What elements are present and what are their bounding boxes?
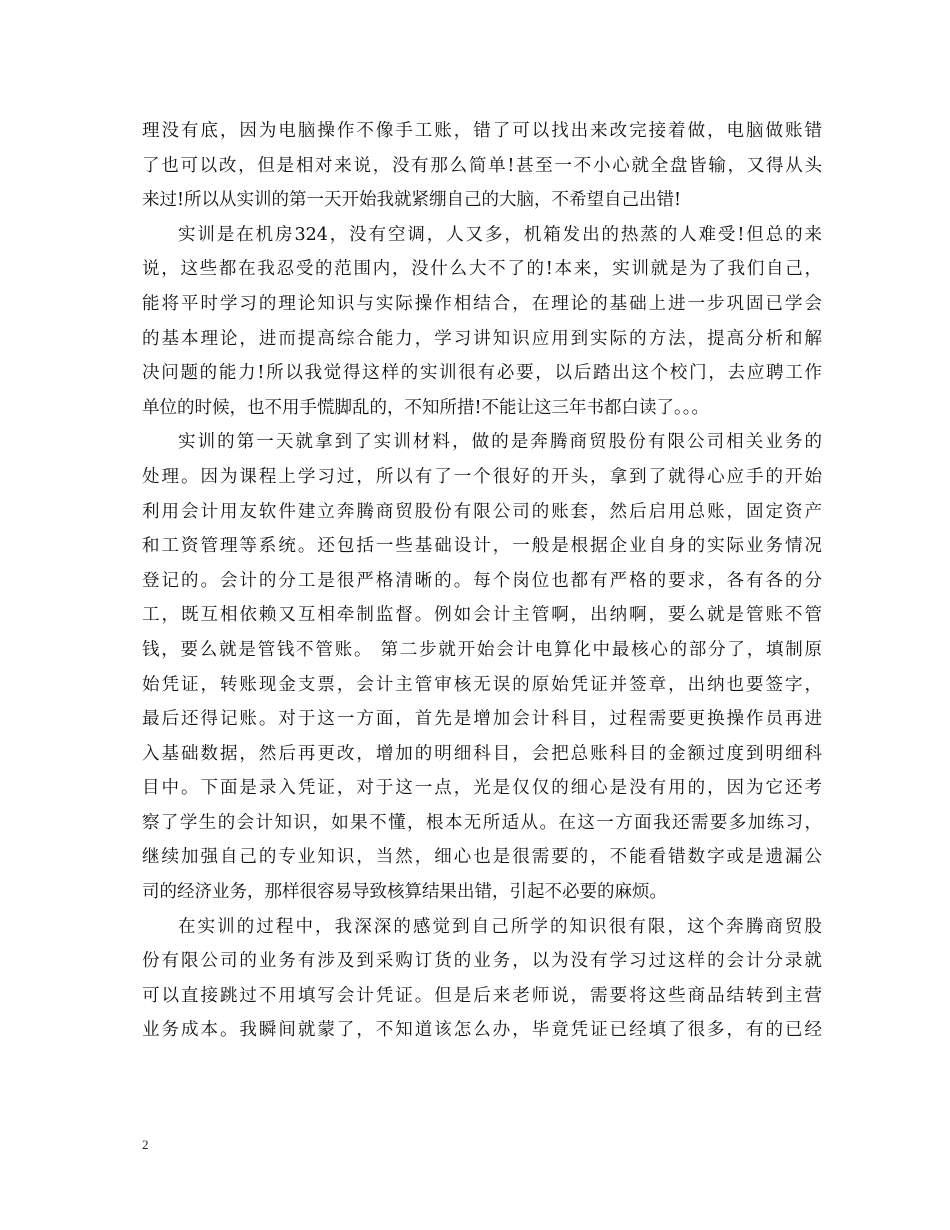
page-number: 2 [142, 1137, 149, 1152]
text-line: 司的经济业务，那样很容易导致核算结果出错，引起不必要的麻烦。 [142, 882, 667, 903]
text-line: 来过!所以从实训的第一天开始我就紧绷自己的大脑，不希望自己出错! [142, 190, 682, 211]
text-line: 实训的第一天就拿到了实训材料，做的是奔腾商贸股份有限公司相关业务的 [178, 432, 822, 453]
text-line: 察了学生的会计知识，如果不懂，根本无所适从。在这一方面我还需要多加练习， [142, 812, 822, 833]
text-line: 能将平时学习的理论知识与实际操作相结合，在理论的基础上进一步巩固已学会 [142, 293, 822, 314]
text-line: 处理。因为课程上学习过，所以有了一个很好的开头，拿到了就得心应手的开始 [142, 466, 822, 487]
text-line: 利用会计用友软件建立奔腾商贸股份有限公司的账套，然后启用总账，固定资产 [142, 501, 822, 522]
paragraph-1 [142, 114, 822, 218]
text-line: 钱，要么就是管钱不管账。 第二步就开始会计电算化中最核心的部分了，填制原 [142, 639, 822, 660]
text-line: 的基本理论，进而提高综合能力，学习讲知识应用到实际的方法，提高分析和解 [142, 328, 822, 349]
text-line: 说，这些都在我忍受的范围内，没什么大不了的!本来，实训就是为了我们自己， [142, 259, 822, 280]
text-line: 目中。下面是录入凭证，对于这一点，光是仅仅的细心是没有用的，因为它还考 [142, 778, 822, 799]
text-line: 单位的时候，也不用手慌脚乱的，不知所措!不能让这三年书都白读了。。。 [142, 397, 710, 418]
text-line: 工，既互相依赖又互相牵制监督。例如会计主管啊，出纳啊，要么就是管账不管 [142, 605, 822, 626]
text-line: 和工资管理等系统。还包括一些基础设计，一般是根据企业自身的实际业务情况 [142, 536, 822, 557]
text-line: 业务成本。我瞬间就蒙了，不知道该怎么办，毕竟凭证已经填了很多，有的已经 [142, 1020, 822, 1041]
text-line: 可以直接跳过不用填写会计凭证。但是后来老师说，需要将这些商品结转到主营 [142, 985, 822, 1006]
paragraph-4 [142, 910, 822, 1048]
text-line: 始凭证，转账现金支票，会计主管审核无误的原始凭证并签章，出纳也要签字， [142, 674, 822, 695]
text-line: 登记的。会计的分工是很严格清晰的。每个岗位也都有严格的要求，各有各的分 [142, 570, 822, 591]
text-line: 了也可以改，但是相对来说，没有那么简单!甚至一不小心就全盘皆输，又得从头 [142, 155, 822, 176]
paragraph-2 [142, 218, 822, 426]
text-line: 在实训的过程中，我深深的感觉到自己所学的知识很有限，这个奔腾商贸股 [178, 916, 822, 937]
text-line: 最后还得记账。对于这一方面，首先是增加会计科目，过程需要更换操作员再进 [142, 709, 822, 730]
paragraph-3 [142, 425, 822, 909]
text-line: 继续加强自己的专业知识，当然，细心也是很需要的，不能看错数字或是遗漏公 [142, 847, 822, 868]
text-line: 理没有底，因为电脑操作不像手工账，错了可以找出来改完接着做，电脑做账错 [142, 121, 822, 141]
text-line: 决问题的能力!所以我觉得这样的实训很有必要，以后踏出这个校门，去应聘工作 [142, 363, 822, 384]
text-line: 份有限公司的业务有涉及到采购订货的业务，以为没有学习过这样的会计分录就 [142, 951, 822, 972]
text-line: 入基础数据，然后再更改，增加的明细科目，会把总账科目的金额过度到明细科 [142, 743, 822, 764]
text-line: 实训是在机房324，没有空调，人又多，机箱发出的热蒸的人难受!但总的来 [178, 224, 822, 245]
document-body [142, 114, 822, 1048]
